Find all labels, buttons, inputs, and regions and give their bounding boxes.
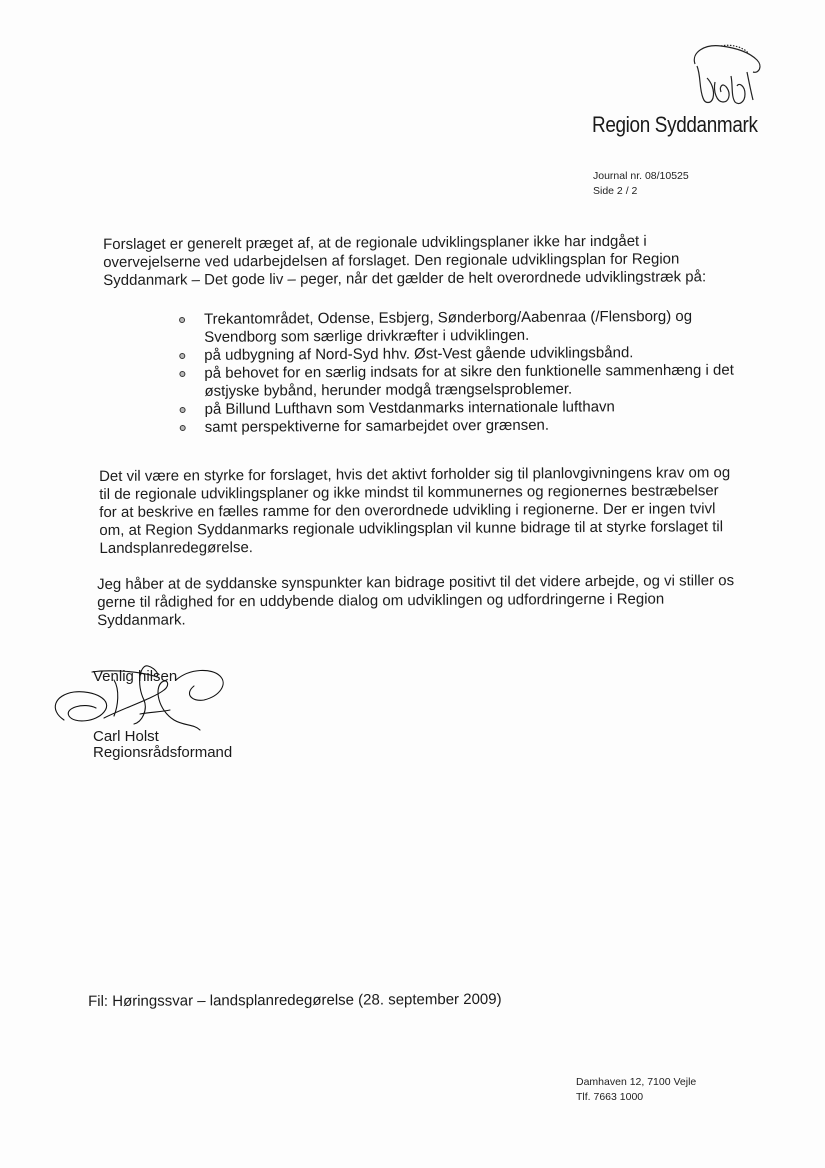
list-item: Trekantområdet, Odense, Esbjerg, Sønderborg/Aabenraa (/Flensborg) og Svendborg som særlige drivkræfter i udviklingen. (178, 308, 738, 347)
development-list (178, 308, 739, 437)
bullet-icon (180, 407, 186, 413)
strength-paragraph: Det vil være en styrke for forslaget, hvis det aktivt forholder sig til planlovgivningens krav om og til de regionale udviklingsplaner og ikke mindst til kommunernes og regionernes bestræbelser for at beskrive en fælles ramme for den overordnede udvikling i regionerne. Der er ingen tvivl om, at Region Syddanmarks regionale udviklingsplan vil kunne bidrage til at styrke forslaget til Landsplanredegørelse. (99, 464, 731, 557)
bullet-icon (179, 317, 185, 323)
journal-meta (593, 169, 689, 199)
intro-paragraph: Forslaget er generelt præget af, at de regionale udviklingsplaner ikke har indgået i overvejelserne ved udarbejdelsen af forslaget. Den regionale udviklingsplan for Region Syddanmark – Det gode liv – peger, når det gælder de helt overordnede udviklingstræk på: (103, 232, 707, 289)
region-syddanmark-logo-icon (687, 42, 767, 112)
signatory-title: Regionsrådsformand (93, 744, 233, 761)
logo-wordmark: Region Syddanmark (592, 112, 758, 137)
closing-greeting: Venlig hilsen (93, 668, 178, 685)
file-reference: Fil: Høringssvar – landsplanredegørelse (28. september 2009) (88, 990, 502, 1010)
signatory-name: Carl Holst (93, 728, 159, 745)
page-number: Side 2 / 2 (593, 185, 638, 197)
list-item: på Billund Lufthavn som Vestdanmarks internationale lufthavn (179, 398, 739, 419)
region-logo (592, 40, 792, 150)
address-street: Damhaven 12, 7100 Vejle (576, 1076, 697, 1088)
address-block (576, 1075, 696, 1105)
bullet-icon (180, 425, 186, 431)
hope-paragraph: Jeg håber at de syddanske synspunkter kan bidrage positivt til det videre arbejde, og vi stiller os gerne til rådighed for en uddybende dialog om udviklingen og udfordringerne i Region Syddanmark. (97, 572, 735, 629)
journal-number: Journal nr. 08/10525 (593, 170, 689, 182)
bullet-icon (179, 353, 185, 359)
address-phone: Tlf. 7663 1000 (576, 1091, 644, 1103)
list-item: samt perspektiverne for samarbejdet over grænsen. (179, 416, 739, 437)
list-item: på udbygning af Nord-Syd hhv. Øst-Vest gående udviklingsbånd. (178, 344, 738, 365)
list-item: på behovet for en særlig indsats for at sikre den funktionelle sammenhæng i det østjyske bybånd, herunder modgå trængselsproblemer. (178, 362, 738, 401)
handwritten-signature (44, 650, 244, 750)
bullet-icon (179, 371, 185, 377)
